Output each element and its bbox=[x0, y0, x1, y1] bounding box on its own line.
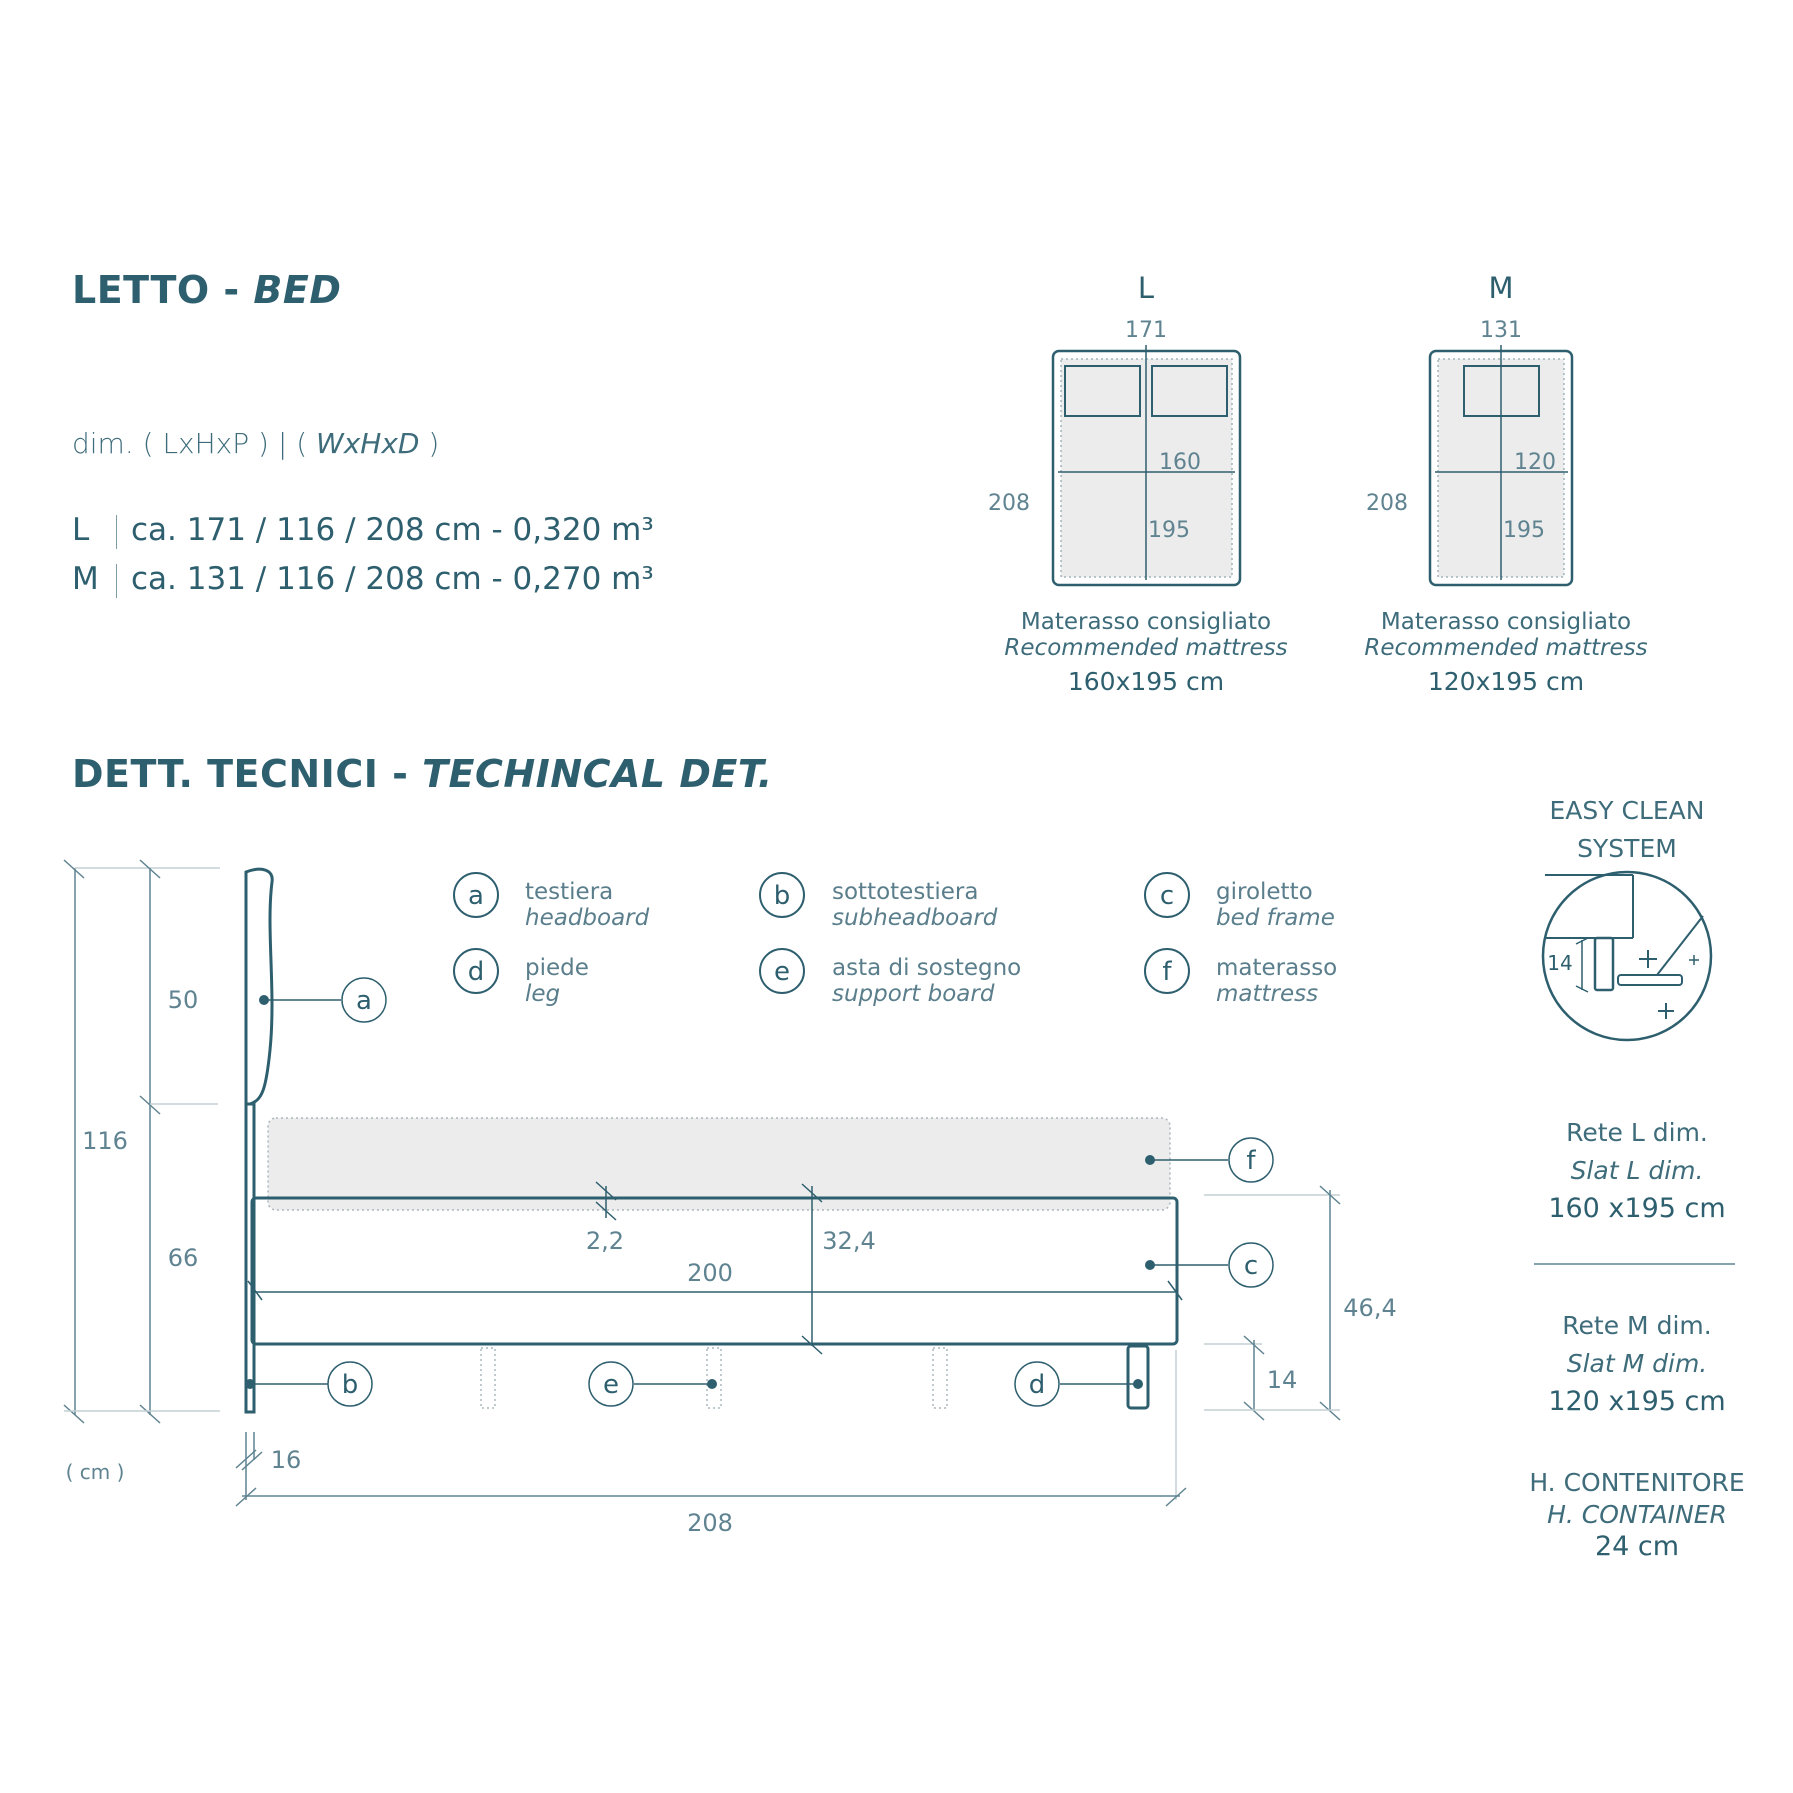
title-tech: DETT. TECNICI - TECHINCAL DET. bbox=[72, 752, 773, 796]
plan-l-size: L bbox=[1137, 271, 1155, 305]
dim-gap: 2,2 bbox=[585, 1227, 625, 1255]
dim-overall-length: 208 bbox=[687, 1509, 733, 1537]
plan-m-caption: Materasso consigliato Recommended mattress 120x195 cm bbox=[1364, 609, 1648, 696]
legend-key-a: a bbox=[468, 881, 484, 911]
legend-key-e: e bbox=[774, 957, 790, 987]
easy-clean-title: EASY CLEAN SYSTEM bbox=[1549, 796, 1705, 863]
spec-row-l: L ca. 171 / 116 / 208 cm - 0,320 m³ bbox=[72, 512, 654, 548]
callout-a: a bbox=[356, 986, 372, 1016]
legend-f: materasso mattress bbox=[1216, 955, 1338, 1007]
dim-overall-height: 46,4 bbox=[1343, 1294, 1397, 1322]
spec-row-m: M ca. 131 / 116 / 208 cm - 0,270 m³ bbox=[72, 561, 654, 597]
dim-headboard-height: 50 bbox=[167, 986, 199, 1014]
slat-l-info: Rete L dim. Slat L dim. 160 x195 cm bbox=[1548, 1118, 1726, 1224]
legend-key-d: d bbox=[467, 957, 485, 987]
callout-c: c bbox=[1243, 1251, 1259, 1281]
plan-l-length: 208 bbox=[988, 491, 1030, 516]
dim-label: dim. ( LxHxP ) | ( WxHxD ) bbox=[72, 427, 440, 460]
legend-e: asta di sostegno support board bbox=[832, 955, 1022, 1007]
legend-key-c: c bbox=[1159, 881, 1175, 911]
plan-m-mattress-w: 120 bbox=[1514, 450, 1556, 475]
legend-d: piede leg bbox=[525, 955, 589, 1007]
legend-key-f: f bbox=[1162, 957, 1172, 987]
legend-c: giroletto bed frame bbox=[1216, 879, 1335, 931]
callout-d: d bbox=[1028, 1370, 1046, 1400]
plan-l-mattress-l: 195 bbox=[1148, 518, 1190, 543]
legend-b: sottotestiera subheadboard bbox=[832, 879, 998, 931]
mattress-shape bbox=[268, 1118, 1170, 1210]
legend-a: testiera headboard bbox=[525, 879, 650, 931]
callout-f: f bbox=[1246, 1146, 1256, 1176]
plan-l-width: 171 bbox=[1125, 318, 1167, 343]
legend-key-b: b bbox=[773, 881, 791, 911]
callout-e: e bbox=[603, 1370, 619, 1400]
headboard-shape bbox=[246, 869, 272, 1104]
dim-total-height: 116 bbox=[82, 1127, 128, 1155]
title-bed: LETTO - BED bbox=[72, 268, 342, 312]
leg-shape bbox=[1128, 1346, 1148, 1408]
plan-m-length: 208 bbox=[1366, 491, 1408, 516]
callout-b: b bbox=[341, 1370, 359, 1400]
dim-frame-height: 32,4 bbox=[822, 1227, 876, 1255]
plan-m-size: M bbox=[1488, 271, 1514, 305]
plan-m-width: 131 bbox=[1480, 318, 1522, 343]
plan-l-mattress-w: 160 bbox=[1159, 450, 1201, 475]
plan-m-mattress-l: 195 bbox=[1503, 518, 1545, 543]
dim-thickness: 16 bbox=[270, 1446, 302, 1474]
dim-leg-height: 14 bbox=[1266, 1366, 1298, 1394]
dim-inner-length: 200 bbox=[687, 1259, 733, 1287]
dim-lower-height: 66 bbox=[167, 1244, 199, 1272]
dim-unit: ( cm ) bbox=[65, 1460, 125, 1484]
plan-l-caption: Materasso consigliato Recommended mattress 160x195 cm bbox=[1004, 609, 1288, 696]
container-info: H. CONTENITORE H. CONTAINER 24 cm bbox=[1529, 1468, 1745, 1562]
slat-m-info: Rete M dim. Slat M dim. 120 x195 cm bbox=[1548, 1311, 1726, 1417]
easy-clean-leg-height: 14 bbox=[1547, 951, 1573, 975]
